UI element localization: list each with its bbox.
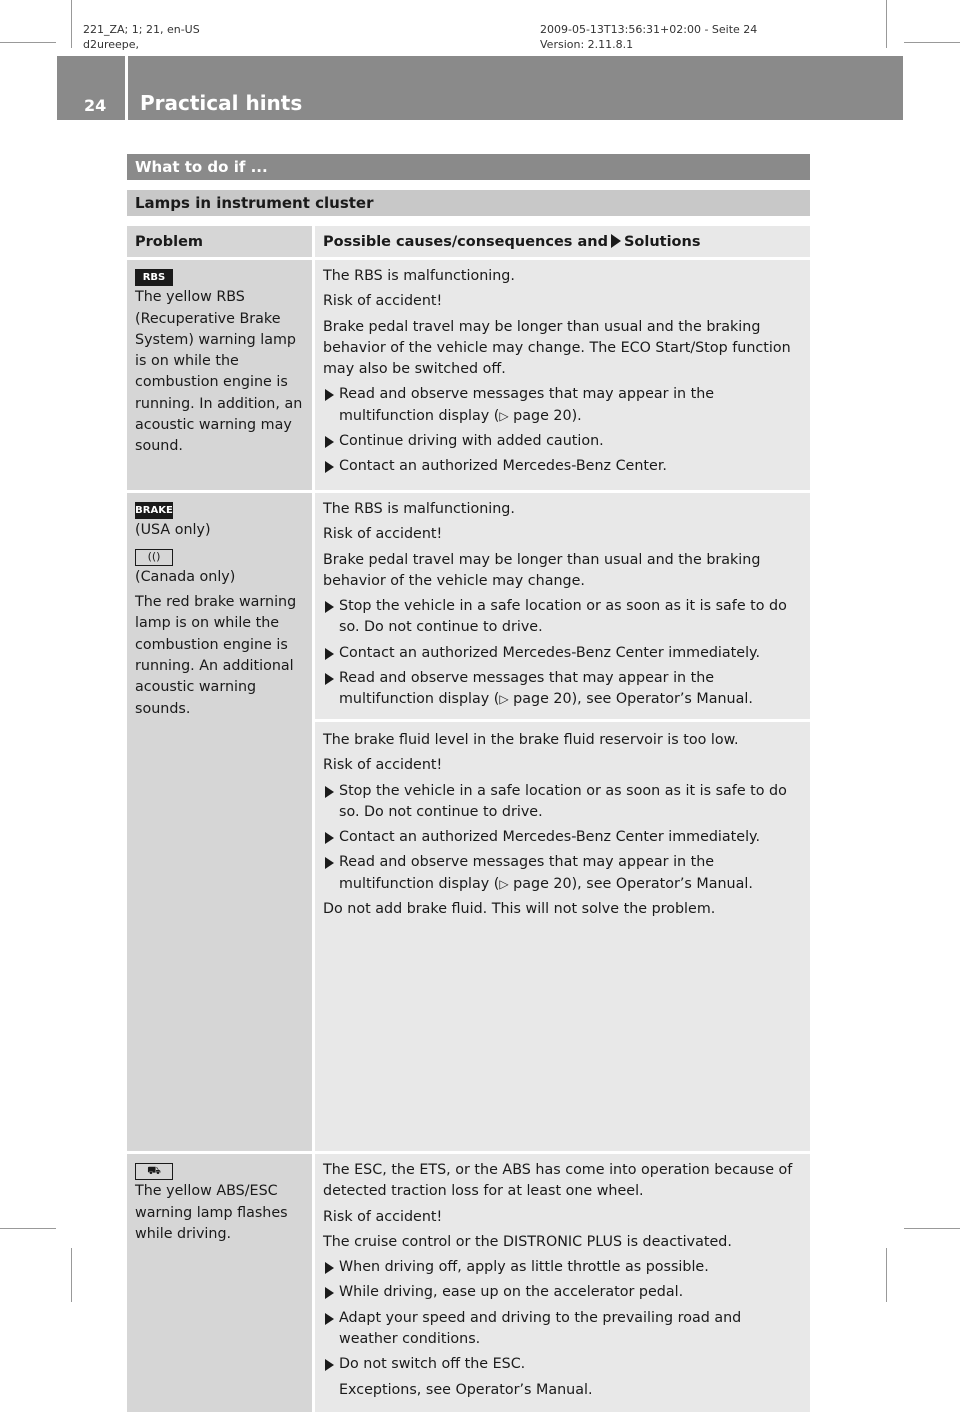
- cause-text: Risk of accident!: [323, 1208, 443, 1225]
- brake-warning-icon: BRAKE: [135, 502, 173, 519]
- cause-text: Risk of accident!: [323, 293, 443, 310]
- crop-mark: [886, 1248, 887, 1302]
- cause-text: Risk of accident!: [323, 757, 443, 774]
- chapter-title: Practical hints: [140, 91, 303, 115]
- solution-step: Continue driving with added caution.: [323, 431, 802, 452]
- meta-right-line1: 2009-05-13T13:56:31+02:00 - Seite 24: [540, 23, 758, 36]
- subsection-title: Lamps in instrument cluster: [127, 190, 810, 216]
- crop-mark: [0, 42, 56, 43]
- row-esc-problem: [127, 1154, 312, 1412]
- action-arrow-icon: [611, 234, 621, 248]
- meta-left-line1: 221_ZA; 1; 21, en-US: [83, 23, 200, 36]
- meta-left-line2: d2ureepe,: [83, 38, 140, 51]
- header-divider: [125, 56, 128, 120]
- row-rbs-problem: [127, 260, 312, 490]
- problem-text: The yellow RBS (Recuperative Brake System) warning lamp is on while the combustion engine is running. In addition, an acoustic warning may sound.: [135, 289, 303, 455]
- row-brake-causes-b: [315, 722, 810, 1151]
- page-ref-triangle-icon: ▷: [499, 692, 509, 707]
- col-causes-label: Possible causes/consequences and: [323, 234, 608, 250]
- solution-step: Stop the vehicle in a safe location or as soon as it is safe to do so. Do not continue to drive.: [323, 781, 802, 824]
- cause-text: Risk of accident!: [323, 526, 443, 543]
- crop-mark: [71, 1248, 72, 1302]
- row-brake-causes-a: [315, 493, 810, 719]
- row-esc-causes: [315, 1154, 810, 1412]
- brake-circle-icon: ((): [135, 549, 173, 566]
- crop-mark: [904, 42, 960, 43]
- section-title: What to do if ...: [127, 154, 810, 180]
- solution-step: Read and observe messages that may appear in the multifunction display (▷ page 20), see Operator’s Manual.: [323, 668, 802, 711]
- cause-text: Brake pedal travel may be longer than usual and the braking behavior of the vehicle may change.: [323, 551, 761, 589]
- cause-text: Brake pedal travel may be longer than usual and the braking behavior of the vehicle may change. The ECO Start/Stop function may also be switched off.: [323, 318, 791, 378]
- crop-mark: [886, 0, 887, 48]
- note-text: Do not add brake fluid. This will not solve the problem.: [323, 901, 716, 918]
- solution-step: When driving off, apply as little throttle as possible.: [323, 1257, 802, 1278]
- solution-step: Contact an authorized Mercedes-Benz Center.: [323, 456, 802, 477]
- solution-step: While driving, ease up on the accelerator pedal.: [323, 1282, 802, 1303]
- solution-step: Stop the vehicle in a safe location or as soon as it is safe to do so. Do not continue to drive.: [323, 596, 802, 639]
- row-rbs-causes: [315, 260, 810, 490]
- solution-step: Do not switch off the ESC.: [323, 1354, 802, 1375]
- col-solutions-label: Solutions: [623, 234, 701, 250]
- solution-step: Contact an authorized Mercedes-Benz Center immediately.: [323, 643, 802, 664]
- cause-text: The RBS is malfunctioning.: [323, 268, 515, 284]
- crop-mark: [0, 1228, 56, 1229]
- rbs-warning-icon: RBS: [135, 269, 173, 286]
- page-ref-triangle-icon: ▷: [499, 408, 509, 423]
- print-meta-right: [540, 22, 757, 52]
- canada-label: (Canada only): [135, 568, 236, 585]
- col-header-causes: [315, 226, 810, 257]
- row-brake-problem: [127, 493, 312, 1151]
- cause-text: The RBS is malfunctioning.: [323, 501, 515, 517]
- page-ref-triangle-icon: ▷: [499, 876, 509, 891]
- solution-step: Contact an authorized Mercedes-Benz Center immediately.: [323, 827, 802, 848]
- crop-mark: [904, 1228, 960, 1229]
- cause-text: The cruise control or the DISTRONIC PLUS is deactivated.: [323, 1233, 732, 1250]
- meta-right-line2: Version: 2.11.8.1: [540, 38, 634, 51]
- col-problem-label: Problem: [135, 234, 204, 250]
- col-header-problem: [127, 226, 312, 257]
- exceptions-text: Exceptions, see Operator’s Manual.: [339, 1381, 593, 1398]
- cause-text: The ESC, the ETS, or the ABS has come into operation because of detected traction loss for at least one wheel.: [323, 1162, 793, 1200]
- solution-step: Read and observe messages that may appear in the multifunction display (▷ page 20).: [323, 384, 802, 427]
- usa-label: (USA only): [135, 522, 211, 539]
- page-number: 24: [84, 96, 107, 115]
- cause-text: The brake fluid level in the brake fluid reservoir is too low.: [323, 732, 739, 748]
- solution-step: Adapt your speed and driving to the prevailing road and weather conditions.: [323, 1308, 802, 1351]
- print-meta-left: [83, 22, 200, 52]
- problem-text: The red brake warning lamp is on while the combustion engine is running. An additional acoustic warning sounds.: [135, 594, 297, 717]
- esc-skid-car-icon: ⛟: [135, 1163, 173, 1180]
- problem-text: The yellow ABS/ESC warning lamp flashes while driving.: [135, 1183, 288, 1242]
- solution-step: Read and observe messages that may appear in the multifunction display (▷ page 20), see Operator’s Manual.: [323, 852, 802, 895]
- crop-mark: [71, 0, 72, 48]
